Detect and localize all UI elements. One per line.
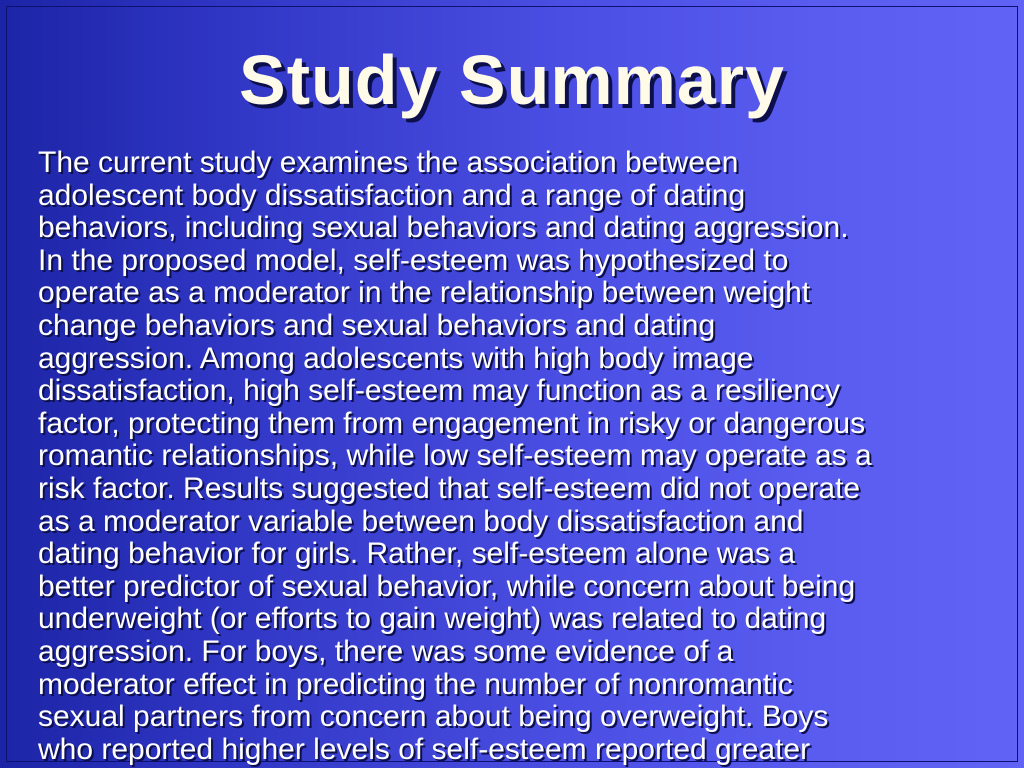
slide-title: Study Summary (239, 41, 785, 119)
summary-paragraph: The current study examines the association between adolescent body dissatisfaction and a range of dating behaviors, including sexual behaviors and dating aggression. In the proposed model, self-esteem was hypothesized to operate as a moderator in the relationship between weight change behaviors and sexual behaviors and dating aggression. Among adolescents with high body image dissatisfaction, high self-esteem may function as a resiliency factor, protecting them from engagement in risky or dangerous romantic relationships, while low self-esteem may operate as a risk factor. Results suggested that self-esteem did not operate as a moderator variable between body dissatisfaction and dating behavior for girls. Rather, self-esteem alone was a better predictor of sexual behavior, while concern about being underweight (or efforts to gain weight) was related to dating aggression. For boys, there was some evidence of a moderator effect in predicting the number of nonromantic sexual partners from concern about being overweight. Boys who reported higher levels of self-esteem reported greater (38, 146, 872, 766)
